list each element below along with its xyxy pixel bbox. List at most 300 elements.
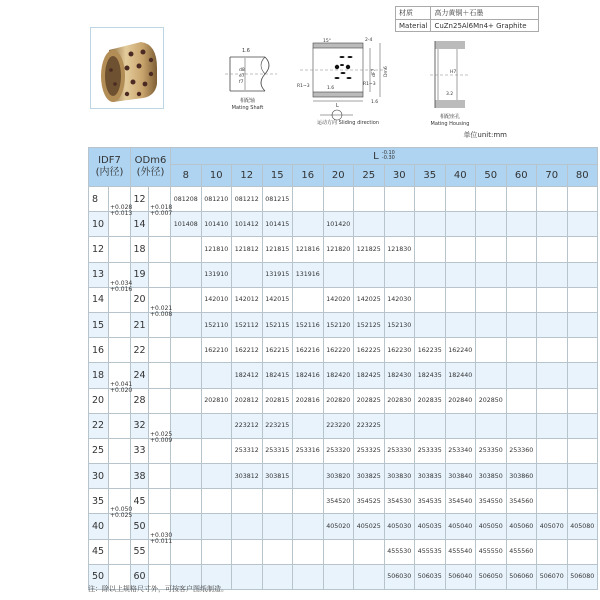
od-tolerance-cell	[149, 363, 171, 388]
id-cell: 20	[89, 388, 109, 413]
part-number-cell: 303835	[415, 464, 446, 489]
part-number-cell: 142030	[384, 287, 415, 312]
part-number-cell	[567, 338, 598, 363]
part-number-cell: 354530	[384, 489, 415, 514]
part-number-cell	[293, 489, 324, 514]
part-number-cell: 253350	[476, 438, 507, 463]
part-number-cell	[537, 312, 568, 337]
part-number-cell	[506, 237, 537, 262]
part-number-cell	[415, 212, 446, 237]
part-number-cell: 162230	[384, 338, 415, 363]
part-number-cell	[171, 438, 202, 463]
id-cell: 10	[89, 212, 109, 237]
svg-text:1.6: 1.6	[242, 48, 250, 54]
length-col-header: 15	[262, 165, 293, 187]
part-number-cell: 202840	[445, 388, 476, 413]
part-number-cell: 121825	[354, 237, 385, 262]
part-number-cell: 142020	[323, 287, 354, 312]
part-number-cell: 202850	[476, 388, 507, 413]
table-row	[89, 338, 598, 363]
id-cell: 35	[89, 489, 109, 514]
part-number-cell: 152125	[354, 312, 385, 337]
part-number-cell	[567, 287, 598, 312]
part-number-cell	[537, 212, 568, 237]
part-number-cell	[384, 413, 415, 438]
part-number-cell: 142012	[232, 287, 263, 312]
part-number-cell	[171, 514, 202, 539]
part-number-cell: 303850	[476, 464, 507, 489]
od-cell: 38	[131, 464, 149, 489]
part-number-cell	[476, 363, 507, 388]
part-number-cell	[201, 489, 232, 514]
part-number-cell: 253316	[293, 438, 324, 463]
table-row	[89, 489, 598, 514]
svg-text:2-4: 2-4	[365, 38, 373, 43]
part-number-cell: 253325	[354, 438, 385, 463]
id-tolerance-cell	[109, 539, 131, 564]
part-number-cell: 182420	[323, 363, 354, 388]
part-number-cell	[262, 514, 293, 539]
part-number-cell: 182435	[415, 363, 446, 388]
part-number-cell	[445, 312, 476, 337]
od-tolerance-cell: +0.021 +0.008	[149, 287, 171, 312]
sliding-direction-caption: 运动方向 Sliding direction	[317, 120, 379, 126]
part-number-cell: 101420	[323, 212, 354, 237]
bushing-section-drawing	[295, 35, 400, 130]
part-number-cell	[171, 413, 202, 438]
od-cell: 45	[131, 489, 149, 514]
od-cell: 22	[131, 338, 149, 363]
part-number-cell: 081215	[262, 187, 293, 212]
id-cell: 18	[89, 363, 109, 388]
part-number-cell: 152130	[384, 312, 415, 337]
part-number-cell: 101410	[201, 212, 232, 237]
part-number-cell	[171, 312, 202, 337]
table-row	[89, 363, 598, 388]
od-cell: 21	[131, 312, 149, 337]
od-tolerance-cell: +0.018 +0.007	[149, 187, 171, 212]
part-number-cell	[201, 464, 232, 489]
part-number-cell: 182415	[262, 363, 293, 388]
part-number-cell	[354, 564, 385, 589]
part-number-cell	[445, 413, 476, 438]
od-header: ODm6 (外径)	[131, 148, 171, 187]
od-cell: 19	[131, 262, 149, 287]
material-label-en: Material	[396, 20, 431, 32]
part-number-cell	[201, 539, 232, 564]
od-cell: 55	[131, 539, 149, 564]
length-col-header: 60	[506, 165, 537, 187]
part-number-cell	[293, 212, 324, 237]
material-value-cn: 高力黄铜＋石墨	[431, 7, 539, 20]
part-number-cell: 506040	[445, 564, 476, 589]
part-number-cell: 182440	[445, 363, 476, 388]
spec-table	[88, 147, 598, 590]
part-number-cell	[415, 187, 446, 212]
id-tolerance-cell: +0.050 +0.025	[109, 489, 131, 514]
part-number-cell: 162216	[293, 338, 324, 363]
svg-text:3.2: 3.2	[446, 92, 454, 97]
part-number-cell	[506, 287, 537, 312]
od-tolerance-cell: +0.025 +0.009	[149, 413, 171, 438]
svg-text:e7: e7	[239, 74, 245, 79]
part-number-cell: 354525	[354, 489, 385, 514]
od-tolerance-cell	[149, 338, 171, 363]
part-number-cell	[201, 514, 232, 539]
id-cell: 50	[89, 564, 109, 589]
part-number-cell	[567, 212, 598, 237]
part-number-cell: 152120	[323, 312, 354, 337]
part-number-cell: 253315	[262, 438, 293, 463]
part-number-cell	[567, 312, 598, 337]
svg-text:R1~3: R1~3	[363, 82, 376, 87]
part-number-cell: 142015	[262, 287, 293, 312]
length-header: L -0.10 -0.30	[171, 148, 598, 165]
id-cell: 45	[89, 539, 109, 564]
id-cell: 30	[89, 464, 109, 489]
part-number-cell: 253340	[445, 438, 476, 463]
id-tolerance-cell	[109, 413, 131, 438]
part-number-cell	[384, 212, 415, 237]
part-number-cell	[537, 287, 568, 312]
part-number-cell	[537, 388, 568, 413]
part-number-cell	[171, 262, 202, 287]
footnote: 注：除以上规格尺寸外，可按客户图纸制造。	[88, 585, 228, 593]
od-tolerance-cell	[149, 489, 171, 514]
part-number-cell: 182430	[384, 363, 415, 388]
part-number-cell	[506, 262, 537, 287]
part-number-cell	[567, 438, 598, 463]
id-header: IDF7 (内径)	[89, 148, 131, 187]
length-col-header: 16	[293, 165, 324, 187]
part-number-cell	[415, 413, 446, 438]
part-number-cell: 121812	[232, 237, 263, 262]
id-tolerance-cell	[109, 312, 131, 337]
length-col-header: 10	[201, 165, 232, 187]
part-number-cell	[415, 262, 446, 287]
part-number-cell	[201, 413, 232, 438]
part-number-cell	[567, 187, 598, 212]
part-number-cell: 303815	[262, 464, 293, 489]
part-number-cell: 202810	[201, 388, 232, 413]
part-number-cell: 506070	[537, 564, 568, 589]
part-number-cell	[171, 489, 202, 514]
part-number-cell: 253320	[323, 438, 354, 463]
od-cell: 60	[131, 564, 149, 589]
od-tolerance-cell	[149, 464, 171, 489]
part-number-cell	[476, 262, 507, 287]
product-photo	[90, 27, 164, 109]
svg-text:R1~3: R1~3	[297, 84, 310, 89]
part-number-cell: 121820	[323, 237, 354, 262]
part-number-cell: 455530	[384, 539, 415, 564]
part-number-cell	[171, 237, 202, 262]
part-number-cell	[262, 539, 293, 564]
part-number-cell	[293, 539, 324, 564]
part-number-cell	[567, 262, 598, 287]
part-number-cell: 202825	[354, 388, 385, 413]
length-col-header: 70	[537, 165, 568, 187]
od-cell: 24	[131, 363, 149, 388]
table-row	[89, 262, 598, 287]
table-row	[89, 413, 598, 438]
part-number-cell: 101415	[262, 212, 293, 237]
part-number-cell: 506030	[384, 564, 415, 589]
part-number-cell	[537, 262, 568, 287]
part-number-cell	[354, 262, 385, 287]
part-number-cell	[567, 464, 598, 489]
part-number-cell: 142010	[201, 287, 232, 312]
part-number-cell	[476, 287, 507, 312]
part-number-cell	[171, 287, 202, 312]
part-number-cell	[537, 489, 568, 514]
length-col-header: 8	[171, 165, 202, 187]
id-cell: 8	[89, 187, 109, 212]
id-cell: 15	[89, 312, 109, 337]
part-number-cell	[232, 564, 263, 589]
part-number-cell	[354, 187, 385, 212]
part-number-cell	[293, 287, 324, 312]
part-number-cell: 405060	[506, 514, 537, 539]
unit-label: 单位unit:mm	[463, 131, 507, 139]
length-col-header: 40	[445, 165, 476, 187]
part-number-cell: 202816	[293, 388, 324, 413]
id-cell: 12	[89, 237, 109, 262]
table-row	[89, 514, 598, 539]
part-number-cell	[476, 312, 507, 337]
part-number-cell	[171, 363, 202, 388]
part-number-cell: 202835	[415, 388, 446, 413]
part-number-cell	[171, 539, 202, 564]
part-number-cell	[415, 237, 446, 262]
part-number-cell	[232, 489, 263, 514]
part-number-cell	[323, 564, 354, 589]
part-number-cell	[232, 514, 263, 539]
length-col-header: 25	[354, 165, 385, 187]
part-number-cell: 202820	[323, 388, 354, 413]
part-number-cell	[506, 338, 537, 363]
part-number-cell	[537, 237, 568, 262]
part-number-cell	[506, 363, 537, 388]
part-number-cell	[323, 187, 354, 212]
part-number-cell	[567, 489, 598, 514]
part-number-cell	[567, 363, 598, 388]
part-number-cell	[293, 514, 324, 539]
part-number-cell: 131915	[262, 262, 293, 287]
id-cell: 14	[89, 287, 109, 312]
part-number-cell: 182425	[354, 363, 385, 388]
id-tolerance-cell	[109, 464, 131, 489]
part-number-cell	[323, 262, 354, 287]
bushing-image-icon	[91, 28, 165, 110]
part-number-cell	[232, 539, 263, 564]
length-col-header: 20	[323, 165, 354, 187]
part-number-cell	[567, 388, 598, 413]
part-number-cell: 152116	[293, 312, 324, 337]
part-number-cell: 405035	[415, 514, 446, 539]
od-cell: 33	[131, 438, 149, 463]
part-number-cell	[506, 388, 537, 413]
part-number-cell: 121810	[201, 237, 232, 262]
part-number-cell	[262, 489, 293, 514]
part-number-cell: 354520	[323, 489, 354, 514]
part-number-cell	[262, 564, 293, 589]
svg-text:d8: d8	[239, 68, 245, 73]
part-number-cell	[323, 539, 354, 564]
od-cell: 18	[131, 237, 149, 262]
part-number-cell: 081208	[171, 187, 202, 212]
part-number-cell	[476, 338, 507, 363]
part-number-cell	[354, 212, 385, 237]
od-cell: 28	[131, 388, 149, 413]
id-tolerance-cell	[109, 237, 131, 262]
id-tolerance-cell	[109, 438, 131, 463]
id-tolerance-cell: +0.041 +0.020	[109, 363, 131, 388]
part-number-cell: 131916	[293, 262, 324, 287]
part-number-cell: 455550	[476, 539, 507, 564]
part-number-cell: 303830	[384, 464, 415, 489]
od-tolerance-cell	[149, 388, 171, 413]
part-number-cell: 162220	[323, 338, 354, 363]
part-number-cell	[567, 539, 598, 564]
part-number-cell: 202830	[384, 388, 415, 413]
part-number-cell	[384, 187, 415, 212]
part-number-cell: 081210	[201, 187, 232, 212]
part-number-cell	[537, 539, 568, 564]
part-number-cell: 354540	[445, 489, 476, 514]
material-label-cn: 材质	[396, 7, 431, 20]
part-number-cell: 506080	[567, 564, 598, 589]
svg-text:f7: f7	[239, 80, 244, 85]
part-number-cell: 162235	[415, 338, 446, 363]
part-number-cell	[445, 212, 476, 237]
part-number-cell	[567, 237, 598, 262]
od-cell: 50	[131, 514, 149, 539]
part-number-cell: 202812	[232, 388, 263, 413]
svg-text:15°: 15°	[323, 39, 331, 44]
id-tolerance-cell: +0.028 +0.013	[109, 187, 131, 212]
svg-text:1.6: 1.6	[371, 100, 379, 105]
part-number-cell	[293, 413, 324, 438]
length-col-header: 12	[232, 165, 263, 187]
od-cell: 14	[131, 212, 149, 237]
part-number-cell	[537, 464, 568, 489]
part-number-cell: 202815	[262, 388, 293, 413]
part-number-cell	[445, 187, 476, 212]
part-number-cell: 152112	[232, 312, 263, 337]
od-cell: 32	[131, 413, 149, 438]
part-number-cell: 506035	[415, 564, 446, 589]
part-number-cell: 162210	[201, 338, 232, 363]
part-number-cell	[506, 413, 537, 438]
part-number-cell: 162215	[262, 338, 293, 363]
part-number-cell: 152110	[201, 312, 232, 337]
length-col-header: 35	[415, 165, 446, 187]
id-tolerance-cell: +0.034 +0.016	[109, 262, 131, 287]
od-tolerance-cell	[149, 262, 171, 287]
part-number-cell	[537, 338, 568, 363]
part-number-cell: 506050	[476, 564, 507, 589]
svg-text:dF7: dF7	[372, 68, 377, 77]
part-number-cell	[201, 363, 232, 388]
part-number-cell: 303820	[323, 464, 354, 489]
part-number-cell: 253335	[415, 438, 446, 463]
id-cell: 40	[89, 514, 109, 539]
table-row	[89, 287, 598, 312]
part-number-cell: 303812	[232, 464, 263, 489]
part-number-cell: 101412	[232, 212, 263, 237]
mating-housing-caption: 相配座孔 Mating Housing	[430, 114, 470, 127]
part-number-cell: 405040	[445, 514, 476, 539]
part-number-cell: 455560	[506, 539, 537, 564]
part-number-cell	[476, 237, 507, 262]
id-cell: 13	[89, 262, 109, 287]
material-table	[395, 6, 539, 32]
part-number-cell: 354535	[415, 489, 446, 514]
part-number-cell	[354, 539, 385, 564]
part-number-cell: 121816	[293, 237, 324, 262]
part-number-cell: 162240	[445, 338, 476, 363]
part-number-cell: 303825	[354, 464, 385, 489]
part-number-cell: 405080	[567, 514, 598, 539]
part-number-cell: 253360	[506, 438, 537, 463]
part-number-cell: 253312	[232, 438, 263, 463]
part-number-cell	[537, 187, 568, 212]
part-number-cell	[476, 187, 507, 212]
table-row	[89, 237, 598, 262]
mating-shaft-caption: 相配轴 Mating Shaft	[231, 98, 264, 111]
part-number-cell	[293, 464, 324, 489]
part-number-cell	[537, 363, 568, 388]
part-number-cell: 354560	[506, 489, 537, 514]
svg-text:Dm6: Dm6	[384, 66, 389, 77]
part-number-cell	[476, 212, 507, 237]
part-number-cell	[171, 338, 202, 363]
id-cell: 22	[89, 413, 109, 438]
mating-shaft-drawing	[225, 45, 280, 100]
part-number-cell: 303860	[506, 464, 537, 489]
table-row	[89, 187, 598, 212]
od-tolerance-cell	[149, 237, 171, 262]
part-number-cell	[445, 237, 476, 262]
part-number-cell: 152115	[262, 312, 293, 337]
part-number-cell	[506, 312, 537, 337]
table-row	[89, 464, 598, 489]
part-number-cell: 405030	[384, 514, 415, 539]
svg-text:1.6: 1.6	[327, 86, 335, 91]
part-number-cell	[476, 413, 507, 438]
part-number-cell: 455540	[445, 539, 476, 564]
part-number-cell	[537, 413, 568, 438]
part-number-cell: 405020	[323, 514, 354, 539]
length-col-header: 80	[567, 165, 598, 187]
part-number-cell: 253330	[384, 438, 415, 463]
id-cell: 25	[89, 438, 109, 463]
part-number-cell: 081212	[232, 187, 263, 212]
part-number-cell: 142025	[354, 287, 385, 312]
part-number-cell	[293, 564, 324, 589]
svg-text:L: L	[336, 103, 339, 109]
part-number-cell	[506, 212, 537, 237]
part-number-cell: 455535	[415, 539, 446, 564]
part-number-cell	[567, 413, 598, 438]
part-number-cell: 131910	[201, 262, 232, 287]
part-number-cell: 223212	[232, 413, 263, 438]
id-tolerance-cell	[109, 338, 131, 363]
part-number-cell: 121815	[262, 237, 293, 262]
part-number-cell: 101408	[171, 212, 202, 237]
material-value-en: CuZn25Al6Mn4+ Graphite	[431, 20, 539, 32]
